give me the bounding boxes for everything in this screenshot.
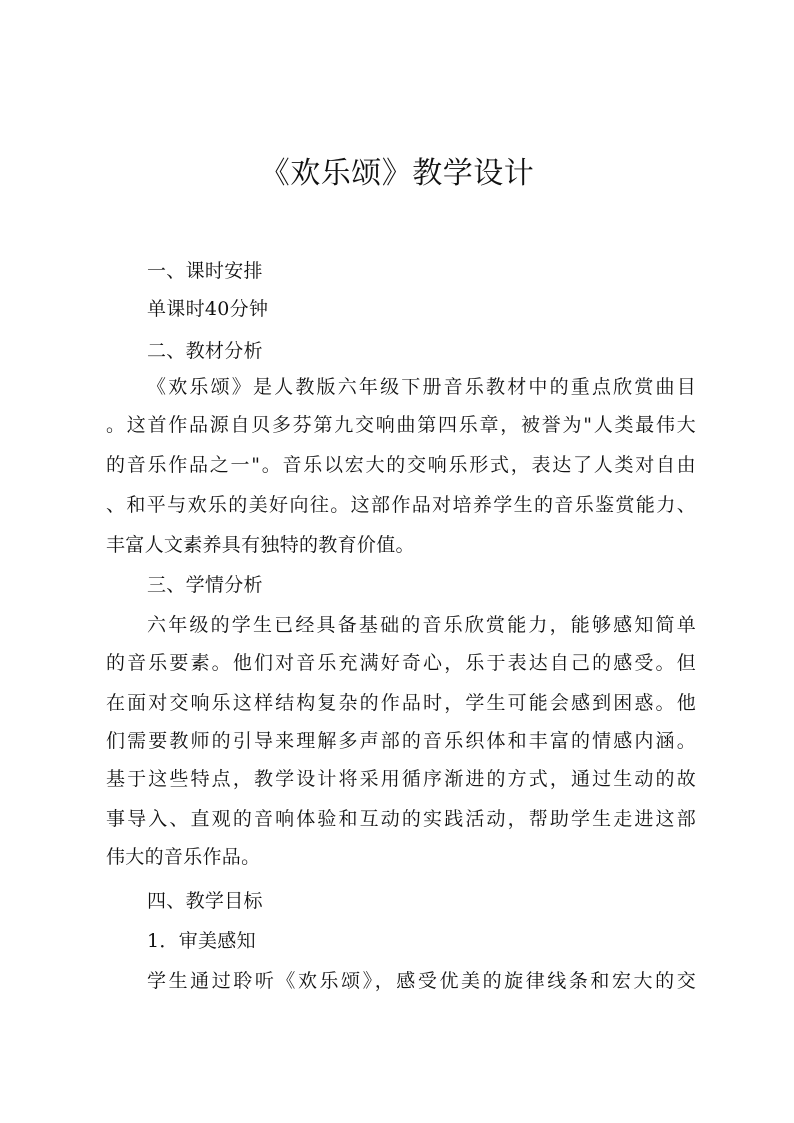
paragraph-line: 的音乐要素。他们对音乐充满好奇心，乐于表达自己的感受。但 — [106, 652, 696, 674]
subheading-aesthetic: 1．审美感知 — [147, 930, 256, 952]
section-heading-objectives: 四、教学目标 — [147, 890, 263, 912]
section-heading-material: 二、教材分析 — [147, 340, 263, 362]
section-heading-schedule: 一、课时安排 — [147, 260, 263, 282]
paragraph-line: 基于这些特点，教学设计将采用循序渐进的方式，通过生动的故 — [106, 768, 696, 790]
document-title: 《欢乐颂》教学设计 — [259, 156, 535, 191]
paragraph-line: 六年级的学生已经具备基础的音乐欣赏能力，能够感知简单 — [147, 614, 696, 636]
schedule-text: 单课时40分钟 — [147, 298, 269, 320]
paragraph-line: 。这首作品源自贝多芬第九交响曲第四乐章，被誉为"人类最伟大 — [106, 414, 696, 436]
paragraph-line: 事导入、直观的音响体验和互动的实践活动，帮助学生走进这部 — [106, 808, 696, 830]
paragraph-line: 的音乐作品之一"。音乐以宏大的交响乐形式，表达了人类对自由 — [106, 454, 696, 476]
paragraph-line: 学生通过聆听《欢乐颂》，感受优美的旋律线条和宏大的交 — [147, 970, 696, 992]
paragraph-line: 、和平与欢乐的美好向往。这部作品对培养学生的音乐鉴赏能力、 — [106, 494, 696, 516]
paragraph-line: 在面对交响乐这样结构复杂的作品时，学生可能会感到困惑。他 — [106, 692, 696, 714]
paragraph-line: 《欢乐颂》是人教版六年级下册音乐教材中的重点欣赏曲目 — [147, 376, 696, 398]
paragraph-line: 丰富人文素养具有独特的教育价值。 — [106, 534, 415, 556]
paragraph-line: 伟大的音乐作品。 — [106, 846, 261, 868]
paragraph-line: 们需要教师的引导来理解多声部的音乐织体和丰富的情感内涵。 — [106, 730, 696, 752]
section-heading-students: 三、学情分析 — [147, 574, 263, 596]
